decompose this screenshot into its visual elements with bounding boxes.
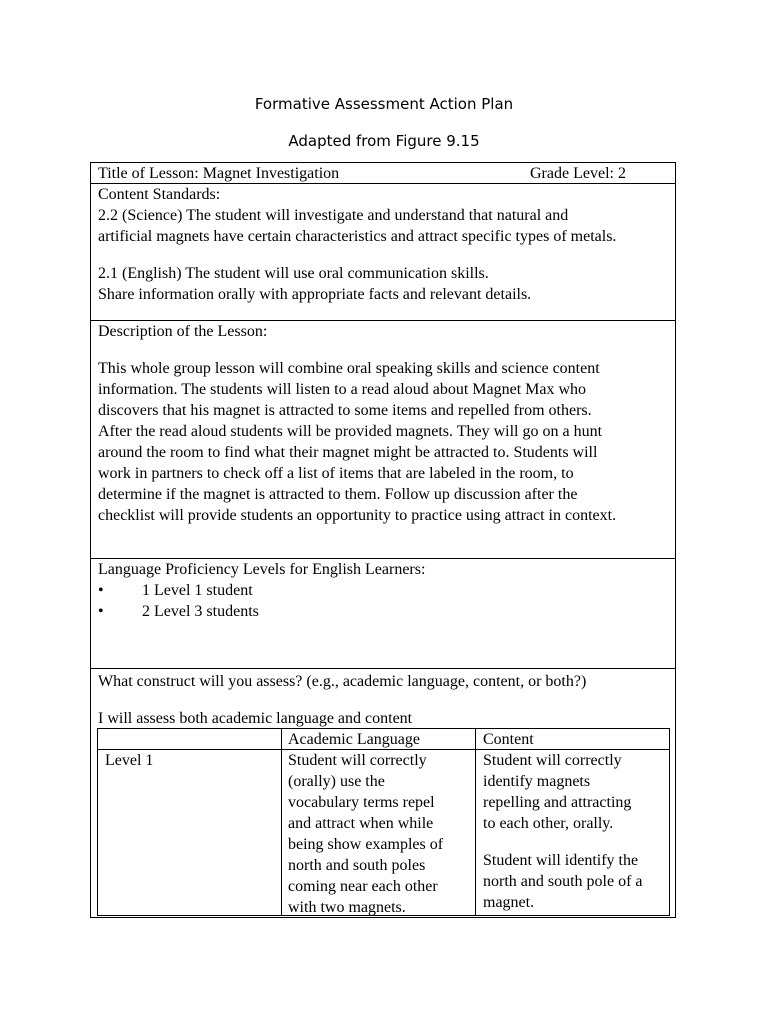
lesson-title: Title of Lesson: Magnet Investigation <box>98 165 340 182</box>
construct-question: What construct will you assess? (e.g., academic language, content, or both?) <box>98 673 587 690</box>
description-line: This whole group lesson will combine oral speaking skills and science content <box>98 360 600 377</box>
document-subtitle: Adapted from Figure 9.15 <box>288 132 480 150</box>
academic-language-line: being show examples of <box>288 836 444 853</box>
description-heading: Description of the Lesson: <box>98 323 268 340</box>
academic-language-line: with two magnets. <box>288 899 406 916</box>
content-line: Student will correctly <box>483 752 622 769</box>
academic-language-line: coming near each other <box>288 878 438 895</box>
content-line: to each other, orally. <box>483 815 614 832</box>
list-item-text: 1 Level 1 student <box>142 582 253 599</box>
level-label: Level 1 <box>105 752 154 769</box>
science-standard-line: 2.2 (Science) The student will investigate and understand that natural and <box>98 207 569 224</box>
column-divider <box>475 728 476 916</box>
description-line: discovers that his magnet is attracted to some items and repelled from others. <box>98 402 592 419</box>
academic-language-line: (orally) use the <box>288 773 385 790</box>
column-divider <box>281 728 282 916</box>
content-line: repelling and attracting <box>483 794 632 811</box>
description-line: determine if the magnet is attracted to them. Follow up discussion after the <box>98 486 578 503</box>
bullet: • <box>98 603 104 620</box>
description-line: After the read aloud students will be provided magnets. They will go on a hunt <box>98 423 603 440</box>
bullet: • <box>98 582 104 599</box>
list-item-text: 2 Level 3 students <box>142 603 259 620</box>
document-title: Formative Assessment Action Plan <box>254 95 514 113</box>
table-header-content: Content <box>483 731 534 748</box>
table-header-academic-language: Academic Language <box>288 731 420 748</box>
description-line: information. The students will listen to a read aloud about Magnet Max who <box>98 381 587 398</box>
academic-language-line: north and south poles <box>288 857 426 874</box>
description-line: work in partners to check off a list of items that are labeled in the room, to <box>98 465 574 482</box>
content-line: Student will identify the <box>483 852 639 869</box>
content-line: magnet. <box>483 894 535 911</box>
academic-language-line: and attract when while <box>288 815 434 832</box>
construct-answer: I will assess both academic language and content <box>98 710 413 727</box>
content-line: identify magnets <box>483 773 591 790</box>
description-line: around the room to find what their magnet might be attracted to. Students will <box>98 444 598 461</box>
academic-language-line: vocabulary terms repel <box>288 794 435 811</box>
academic-language-line: Student will correctly <box>288 752 427 769</box>
science-standard-line: artificial magnets have certain characteristics and attract specific types of metals. <box>98 228 617 245</box>
standards-heading: Content Standards: <box>98 186 221 203</box>
proficiency-heading: Language Proficiency Levels for English Learners: <box>98 561 426 578</box>
grade-level: Grade Level: 2 <box>530 165 626 182</box>
english-standard-line: Share information orally with appropriate facts and relevant details. <box>98 286 532 303</box>
row-divider <box>90 668 676 669</box>
content-line: north and south pole of a <box>483 873 643 890</box>
description-line: checklist will provide students an opportunity to practice using attract in context. <box>98 507 617 524</box>
english-standard-line: 2.1 (English) The student will use oral communication skills. <box>98 265 489 282</box>
